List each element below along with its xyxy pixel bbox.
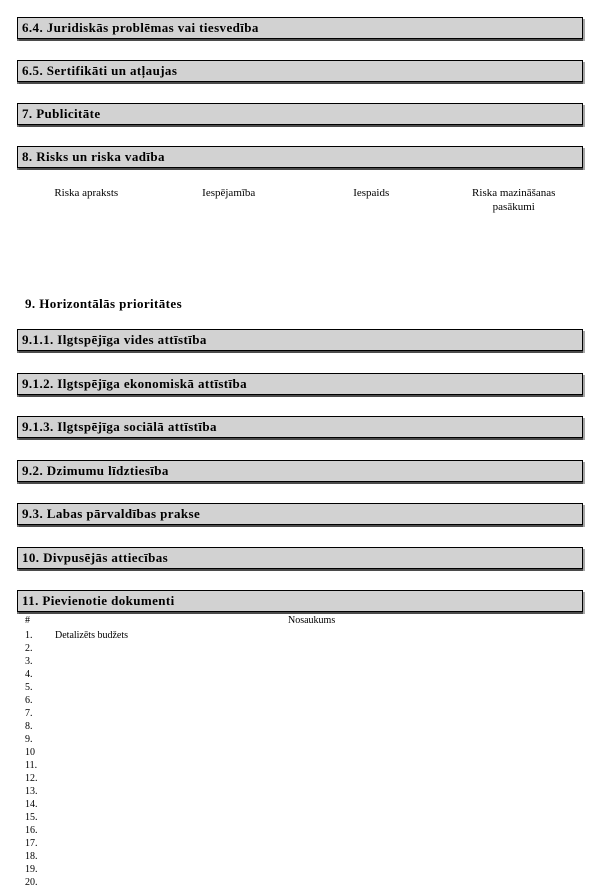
section-header-8 [17, 146, 583, 168]
document-row [0, 694, 600, 707]
document-row-number: 9. [25, 734, 33, 745]
document-row [0, 876, 600, 889]
section-header-label: 6.4. Juridiskās problēmas vai tiesvedība [22, 20, 259, 35]
document-row [0, 746, 600, 759]
document-row-number: 20. [25, 877, 38, 888]
risk-col-probability: Iespējamība [202, 187, 256, 199]
document-row [0, 785, 600, 798]
document-row [0, 668, 600, 681]
document-row [0, 850, 600, 863]
section-header-label: 9.1.2. Ilgtspējīga ekonomiskā attīstība [22, 376, 248, 391]
document-row-number: 11. [25, 760, 38, 771]
document-row [0, 837, 600, 850]
document-row-number: 4. [25, 669, 33, 680]
document-row-number: 16. [25, 825, 38, 836]
heading-horizontal-priorities: 9. Horizontālās prioritātes [25, 296, 183, 311]
documents-col-number: # [25, 615, 30, 626]
section-header-6-5 [17, 60, 583, 82]
document-row [0, 707, 600, 720]
document-row-number: 7. [25, 708, 33, 719]
section-header-label: 9.1.3. Ilgtspējīga sociālā attīstība [22, 419, 217, 434]
document-row [0, 681, 600, 694]
document-row-number: 18. [25, 851, 38, 862]
documents-col-name: Nosaukums [288, 615, 336, 626]
section-header-label: 9.1.1. Ilgtspējīga vides attīstība [22, 332, 207, 347]
document-row [0, 811, 600, 824]
document-row [0, 733, 600, 746]
document-row [0, 720, 600, 733]
document-row-number: 1. [25, 630, 33, 641]
document-row-number: 17. [25, 838, 38, 849]
document-row [0, 798, 600, 811]
section-header-label: 6.5. Sertifikāti un atļaujas [22, 63, 178, 78]
document-row [0, 772, 600, 785]
document-row-number: 14. [25, 799, 38, 810]
risk-col-impact: Iespaids [353, 187, 390, 199]
risk-table-header [15, 186, 585, 214]
section-header-6-4 [17, 17, 583, 39]
document-row-name: Detalizēts budžets [55, 630, 129, 641]
section-header-label: 11. Pievienotie dokumenti [22, 593, 175, 608]
document-row-number: 19. [25, 864, 38, 875]
document-row-number: 5. [25, 682, 33, 693]
section-header-label: 8. Risks un riska vadība [22, 149, 165, 164]
document-row [0, 655, 600, 668]
document-row-number: 2. [25, 643, 33, 654]
section-header-9-1-1 [17, 329, 583, 351]
section-header-label: 9.3. Labas pārvaldības prakse [22, 506, 201, 521]
risk-col-description: Riska apraksts [54, 187, 119, 199]
document-row-number: 3. [25, 656, 33, 667]
section-header-11 [17, 590, 583, 612]
document-row-number: 6. [25, 695, 33, 706]
document-row-number: 15. [25, 812, 38, 823]
document-row [0, 629, 600, 642]
section-header-9-2 [17, 460, 583, 482]
section-header-9-3 [17, 503, 583, 525]
document-row [0, 863, 600, 876]
section-header-9-1-2 [17, 373, 583, 395]
section-header-7 [17, 103, 583, 125]
section-header-label: 7. Publicitāte [22, 106, 101, 121]
document-row [0, 759, 600, 772]
document-row-number: 8. [25, 721, 33, 732]
section-header-label: 10. Divpusējās attiecības [22, 550, 169, 565]
document-row [0, 824, 600, 837]
document-row [0, 642, 600, 655]
section-header-label: 9.2. Dzimumu līdztiesība [22, 463, 169, 478]
document-row-number: 10 [25, 747, 35, 758]
risk-col-mitigation: Riska mazināšanas pasākumi [472, 187, 556, 213]
documents-table-header [0, 615, 600, 628]
section-header-9-1-3 [17, 416, 583, 438]
document-row-number: 13. [25, 786, 38, 797]
document-row-number: 12. [25, 773, 38, 784]
section-header-10 [17, 547, 583, 569]
